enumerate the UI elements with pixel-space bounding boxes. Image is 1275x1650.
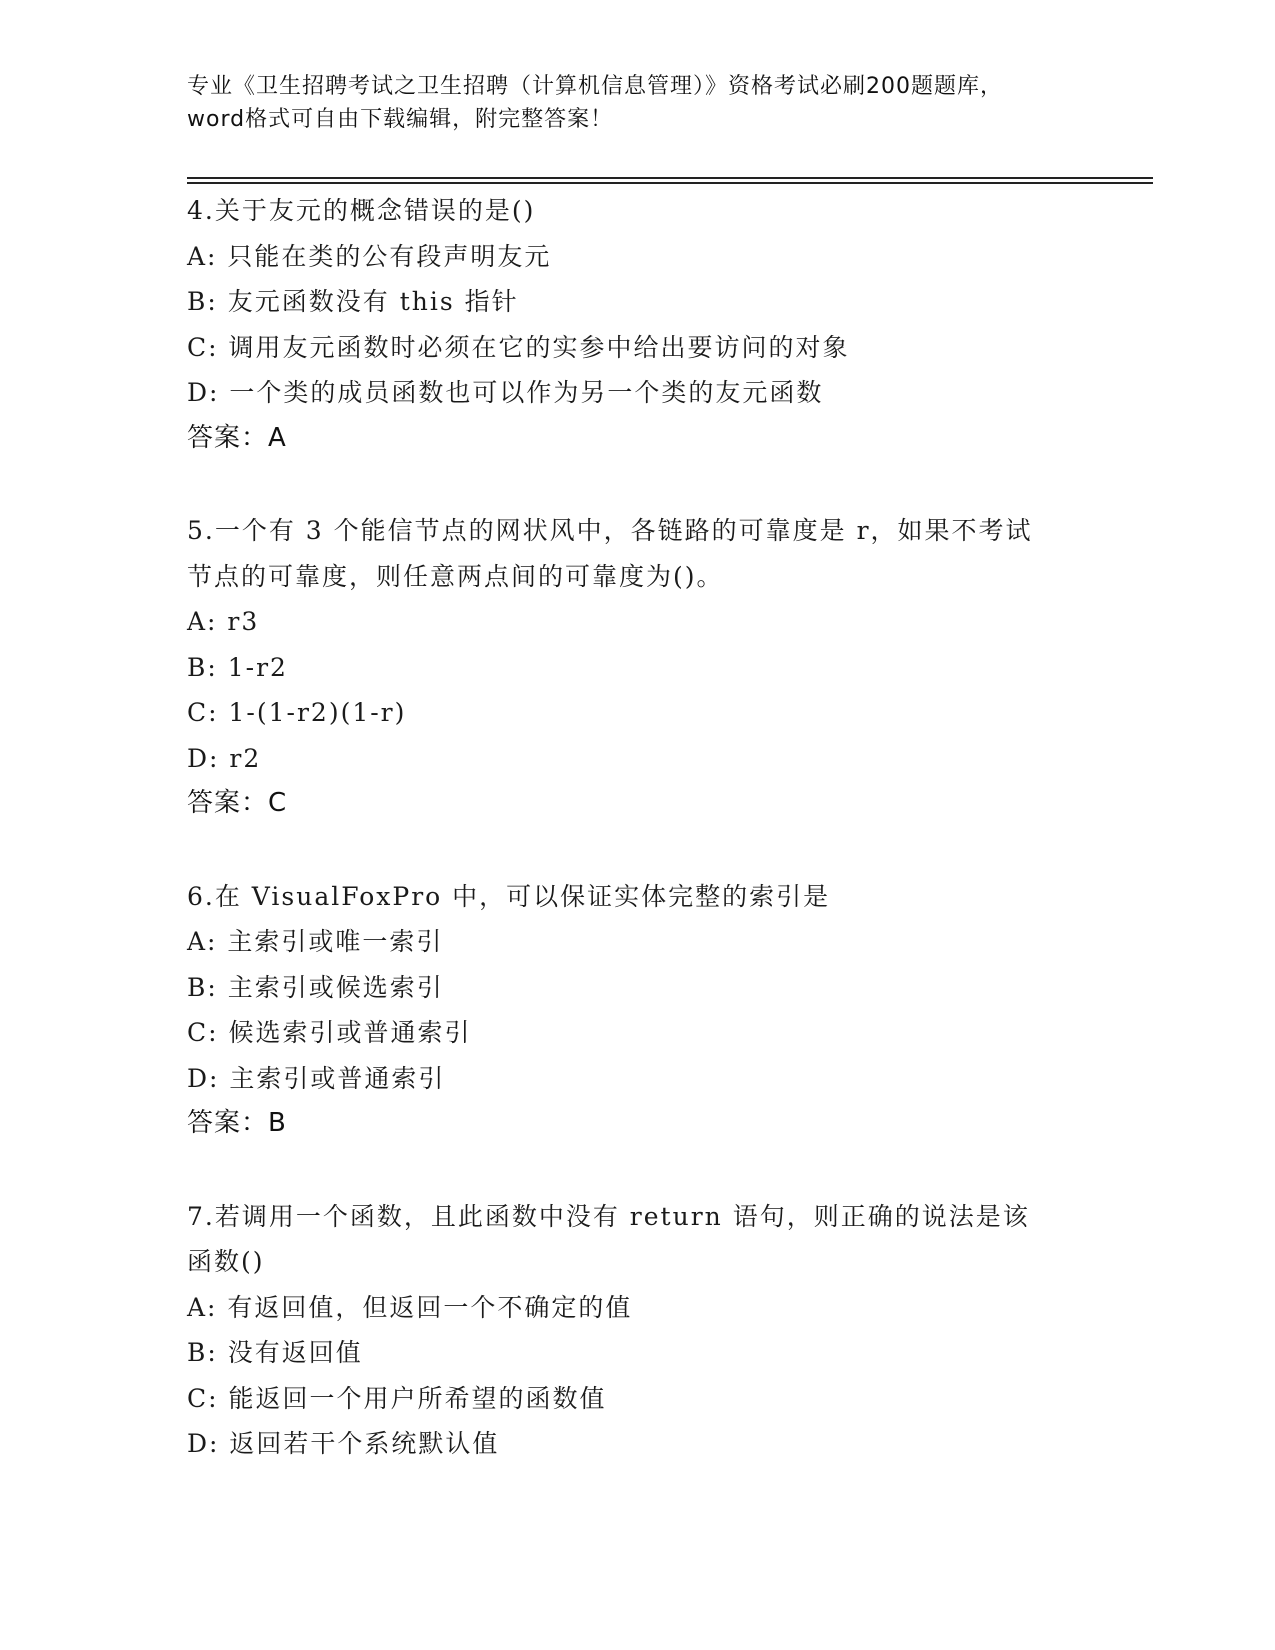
answer-label: 答案：C [187,788,288,818]
document-header [187,70,1087,136]
question-stem: 7.若调用一个函数，且此函数中没有 return 语句，则正确的说法是该 [187,1201,1030,1231]
option-a: A: r3 [187,607,260,636]
header-title-line-2: word格式可自由下载编辑，附完整答案！ [187,107,614,132]
option-d: D: 一个类的成员函数也可以作为另一个类的友元函数 [187,378,824,407]
option-b: B: 1-r2 [187,652,288,682]
option-c: C: 1-(1-r2)(1-r) [187,698,407,727]
option-d: D: 返回若干个系统默认值 [187,1429,500,1458]
option-d: D: r2 [187,743,262,773]
question-stem: 5.一个有 3 个能信节点的网状风中，各链路的可靠度是 r，如果不考试 [187,516,1033,545]
question-stem-continued: 节点的可靠度，则任意两点间的可靠度为()。 [187,561,724,591]
option-b: B: 没有返回值 [187,1338,363,1367]
option-b: B: 友元函数没有 this 指针 [187,287,519,316]
question-4 [187,188,1087,461]
option-b: B: 主索引或候选索引 [187,972,444,1002]
question-stem-continued: 函数() [187,1247,265,1276]
option-c: C: 候选索引或普通索引 [187,1018,472,1047]
option-a: A: 只能在类的公有段声明友元 [187,241,552,271]
header-divider-top [187,177,1153,179]
question-list [187,188,1087,1514]
option-a: A: 有返回值，但返回一个不确定的值 [187,1292,633,1322]
question-6 [187,874,1087,1147]
question-7 [187,1194,1087,1467]
question-stem: 6.在 VisualFoxPro 中，可以保证实体完整的索引是 [187,881,831,911]
question-5 [187,508,1087,827]
header-divider-bottom [187,182,1153,184]
header-title-line-1: 专业《卫生招聘考试之卫生招聘（计算机信息管理）》资格考试必刷200题题库， [187,74,1003,99]
option-c: C: 能返回一个用户所希望的函数值 [187,1383,607,1413]
answer-label: 答案：A [187,422,287,453]
answer-label: 答案：B [187,1108,287,1138]
question-stem: 4.关于友元的概念错误的是() [187,196,536,225]
option-c: C: 调用友元函数时必须在它的实参中给出要访问的对象 [187,332,850,362]
option-a: A: 主索引或唯一索引 [187,927,444,956]
option-d: D: 主索引或普通索引 [187,1063,446,1093]
